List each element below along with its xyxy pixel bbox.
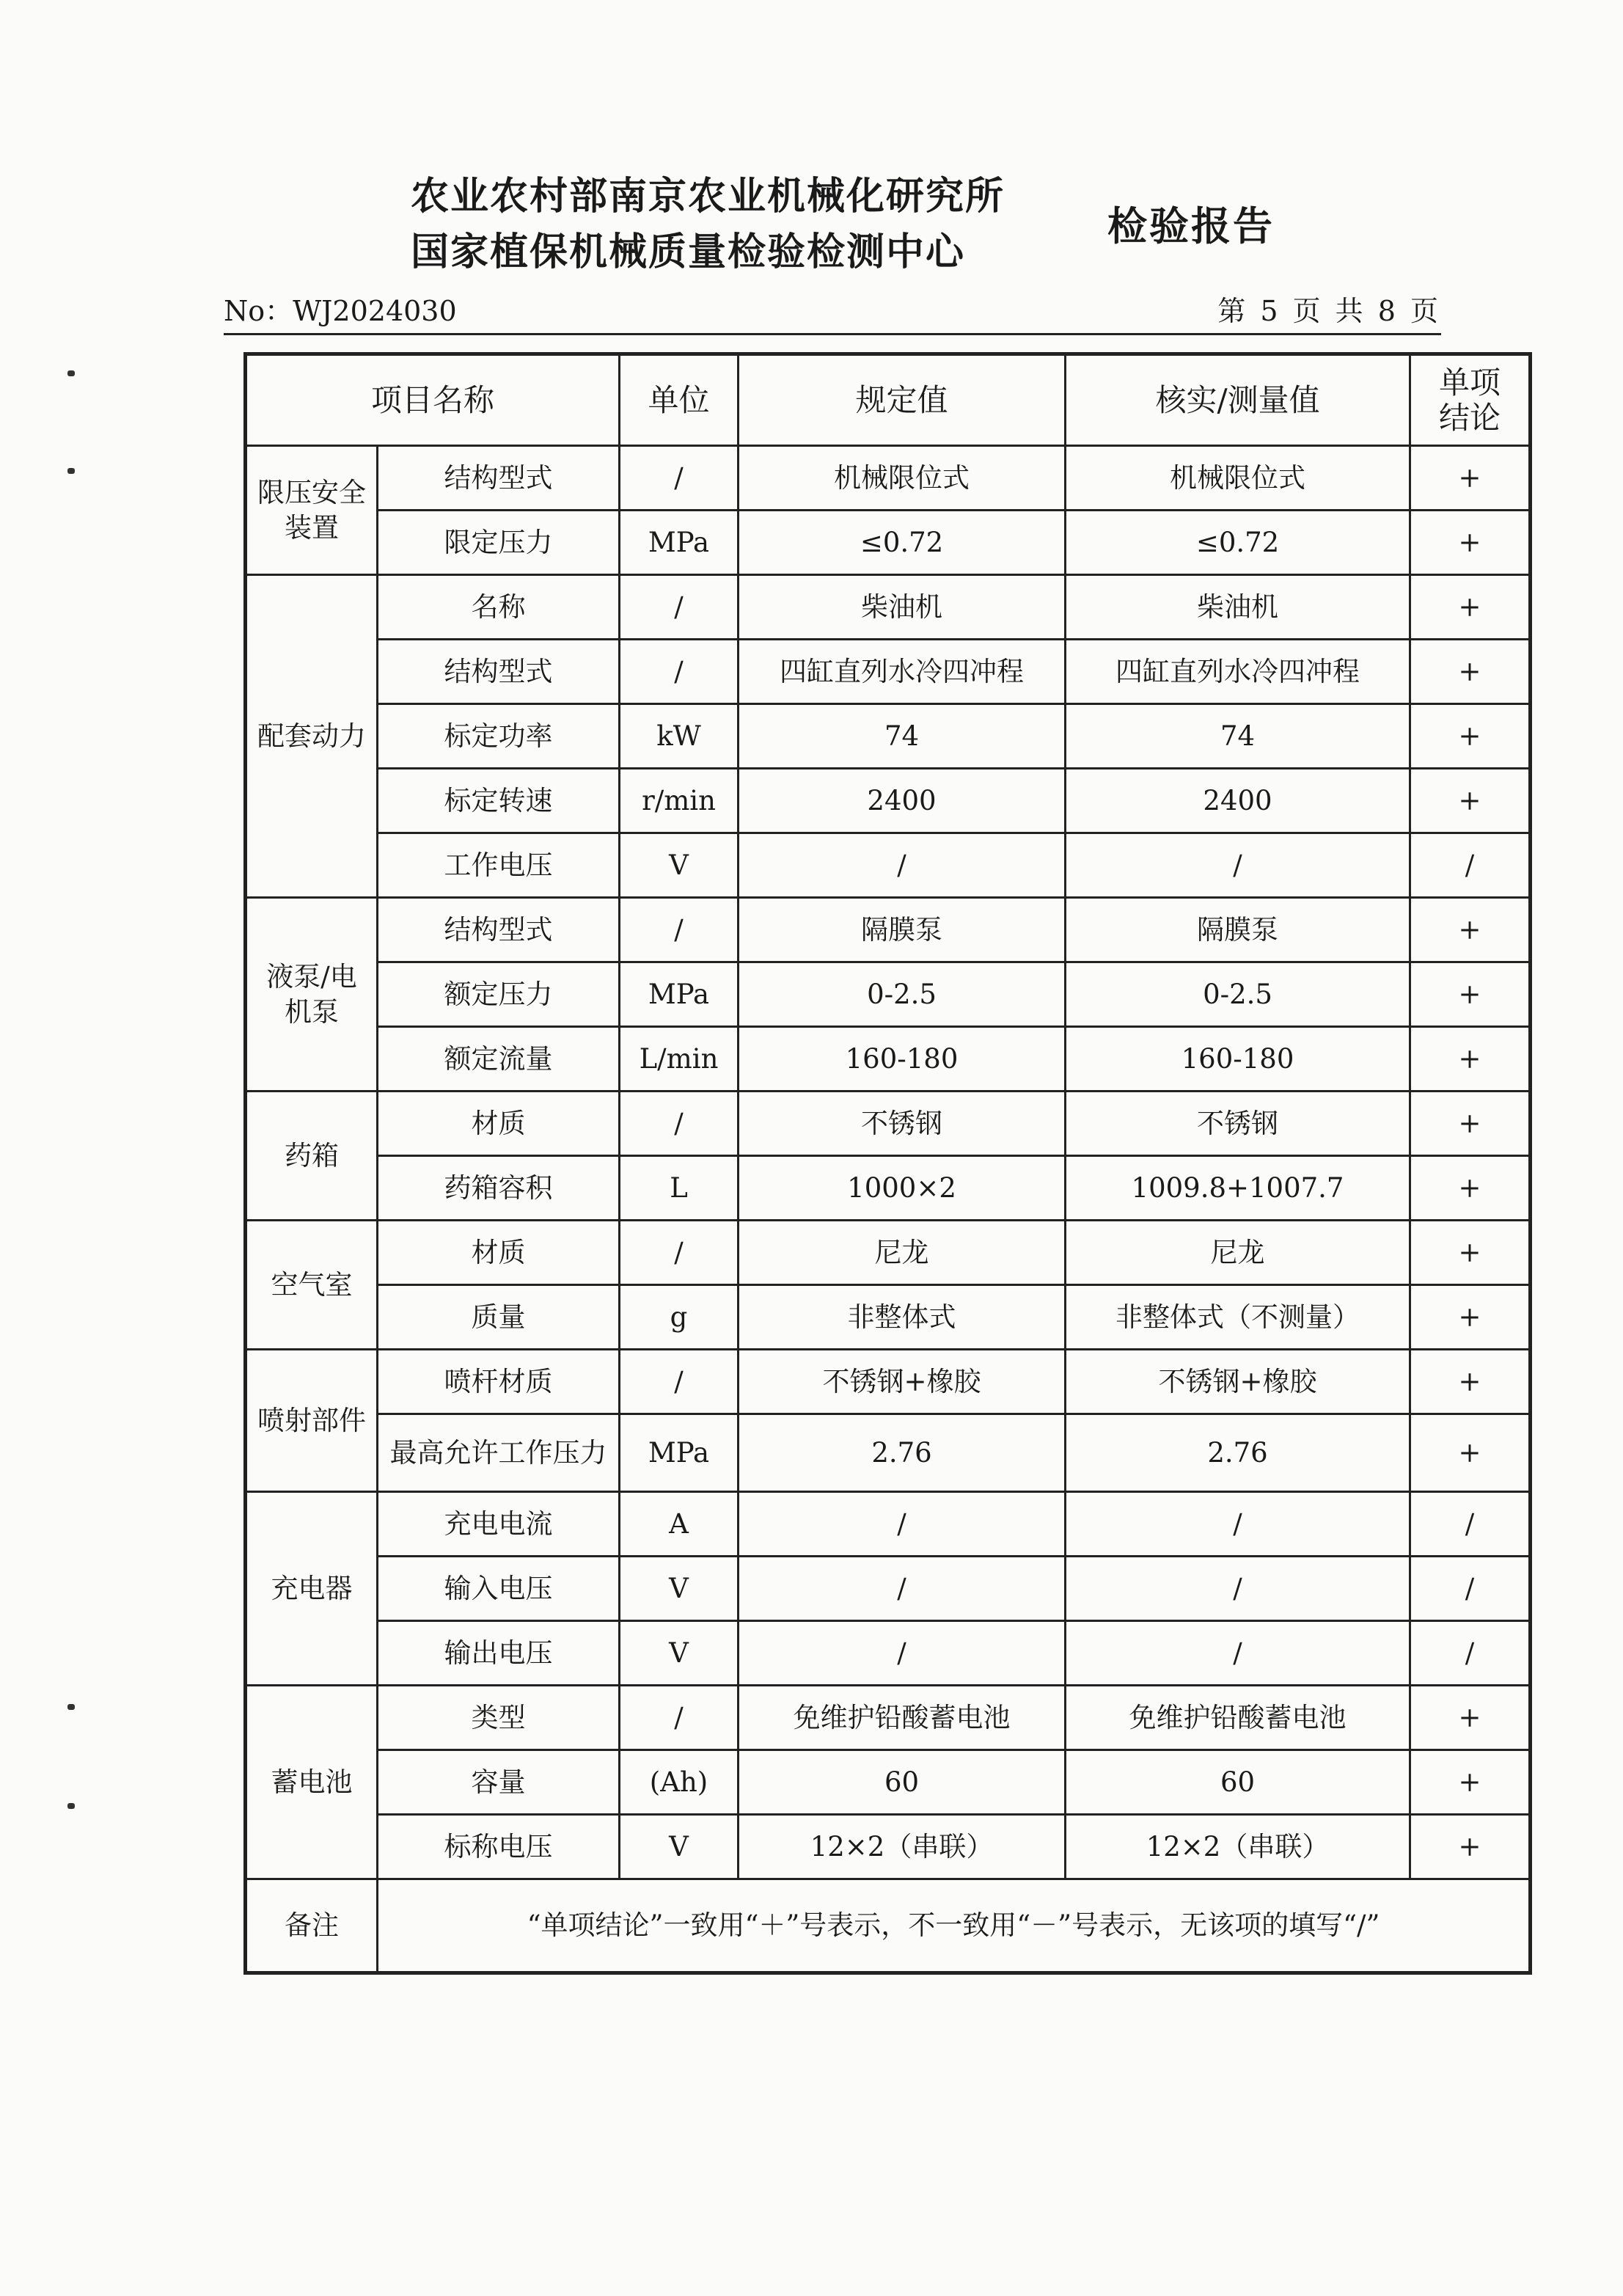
spec-cell: 免维护铅酸蓄电池 (739, 1686, 1066, 1750)
table-row (246, 575, 1531, 640)
unit-cell: A (620, 1492, 739, 1557)
unit-cell: / (620, 1092, 739, 1156)
spec-cell: 1000×2 (739, 1156, 1066, 1221)
result-cell: / (1410, 1557, 1531, 1621)
result-cell: + (1410, 1221, 1531, 1285)
spec-cell: 2.76 (739, 1414, 1066, 1492)
table-row (246, 704, 1531, 769)
report-number: No：WJ2024030 (224, 295, 457, 327)
result-cell: / (1410, 1492, 1531, 1557)
item-cell: 质量 (378, 1285, 620, 1350)
unit-cell: V (620, 1557, 739, 1621)
measured-cell: 2.76 (1066, 1414, 1410, 1492)
unit-cell: V (620, 1815, 739, 1879)
table-row (246, 1557, 1531, 1621)
unit-cell: kW (620, 704, 739, 769)
item-cell: 额定压力 (378, 962, 620, 1027)
spec-cell: / (739, 1557, 1066, 1621)
table-row (246, 1815, 1531, 1879)
note-row (246, 1879, 1531, 1973)
header-measured: 核实/测量值 (1066, 354, 1410, 446)
note-label: 备注 (246, 1879, 378, 1973)
unit-cell: L (620, 1156, 739, 1221)
spec-cell: 74 (739, 704, 1066, 769)
spec-cell: 不锈钢+橡胶 (739, 1350, 1066, 1414)
table-row (246, 1221, 1531, 1285)
item-cell: 材质 (378, 1092, 620, 1156)
result-cell: + (1410, 962, 1531, 1027)
unit-cell: V (620, 833, 739, 898)
item-cell: 名称 (378, 575, 620, 640)
org-line-2: 国家植保机械质量检验检测中心 (411, 230, 966, 274)
table-row (246, 1750, 1531, 1815)
item-cell: 标称电压 (378, 1815, 620, 1879)
table-row (246, 1027, 1531, 1092)
result-cell: + (1410, 1750, 1531, 1815)
unit-cell: / (620, 1686, 739, 1750)
unit-cell: / (620, 1221, 739, 1285)
unit-cell: / (620, 640, 739, 704)
item-cell: 结构型式 (378, 446, 620, 511)
spec-cell: 不锈钢 (739, 1092, 1066, 1156)
table-row (246, 1285, 1531, 1350)
unit-cell: V (620, 1621, 739, 1686)
spec-cell: / (739, 1621, 1066, 1686)
table-row (246, 1414, 1531, 1492)
item-cell: 结构型式 (378, 640, 620, 704)
header-item: 项目名称 (246, 354, 620, 446)
measured-cell: 74 (1066, 704, 1410, 769)
result-cell: / (1410, 833, 1531, 898)
measured-cell: / (1066, 1557, 1410, 1621)
table-row (246, 1350, 1531, 1414)
category-cell: 液泵/电机泵 (246, 898, 378, 1092)
unit-cell: g (620, 1285, 739, 1350)
result-cell: + (1410, 704, 1531, 769)
scan-speck (67, 1704, 75, 1710)
item-cell: 喷杆材质 (378, 1350, 620, 1414)
table-row (246, 769, 1531, 833)
spec-cell: ≤0.72 (739, 511, 1066, 575)
unit-cell: MPa (620, 1414, 739, 1492)
scan-speck (67, 468, 75, 474)
result-cell: + (1410, 1414, 1531, 1492)
table-row (246, 1621, 1531, 1686)
unit-cell: / (620, 575, 739, 640)
item-cell: 药箱容积 (378, 1156, 620, 1221)
spec-cell: 机械限位式 (739, 446, 1066, 511)
item-cell: 额定流量 (378, 1027, 620, 1092)
result-cell: + (1410, 1686, 1531, 1750)
category-cell: 蓄电池 (246, 1686, 378, 1879)
item-cell: 标定转速 (378, 769, 620, 833)
category-cell: 配套动力 (246, 575, 378, 898)
scan-speck (67, 370, 75, 376)
result-cell: + (1410, 1350, 1531, 1414)
category-cell: 喷射部件 (246, 1350, 378, 1492)
measured-cell: 四缸直列水冷四冲程 (1066, 640, 1410, 704)
table-row (246, 833, 1531, 898)
category-cell: 药箱 (246, 1092, 378, 1221)
header-result: 单项结论 (1410, 354, 1531, 446)
unit-cell: MPa (620, 962, 739, 1027)
unit-cell: (Ah) (620, 1750, 739, 1815)
measured-cell: 2400 (1066, 769, 1410, 833)
table-row (246, 1492, 1531, 1557)
item-cell: 充电电流 (378, 1492, 620, 1557)
table-row (246, 1092, 1531, 1156)
unit-cell: / (620, 1350, 739, 1414)
header-spec: 规定值 (739, 354, 1066, 446)
report-header (411, 169, 1291, 279)
measured-cell: 不锈钢 (1066, 1092, 1410, 1156)
spec-cell: / (739, 833, 1066, 898)
page-indicator: 第 5 页 共 8 页 (1217, 295, 1441, 327)
result-cell: + (1410, 898, 1531, 962)
scan-speck (67, 1803, 75, 1809)
item-cell: 工作电压 (378, 833, 620, 898)
note-text: “单项结论”一致用“＋”号表示，不一致用“－”号表示，无该项的填写“/” (378, 1879, 1531, 1973)
result-cell: / (1410, 1621, 1531, 1686)
measured-cell: 免维护铅酸蓄电池 (1066, 1686, 1410, 1750)
result-cell: + (1410, 511, 1531, 575)
result-cell: + (1410, 769, 1531, 833)
item-cell: 输出电压 (378, 1621, 620, 1686)
table-row (246, 1686, 1531, 1750)
measured-cell: / (1066, 1621, 1410, 1686)
unit-cell: / (620, 898, 739, 962)
measured-cell: 尼龙 (1066, 1221, 1410, 1285)
measured-cell: / (1066, 833, 1410, 898)
category-cell: 充电器 (246, 1492, 378, 1686)
measured-cell: 不锈钢+橡胶 (1066, 1350, 1410, 1414)
table-row (246, 962, 1531, 1027)
measured-cell: 机械限位式 (1066, 446, 1410, 511)
item-cell: 最高允许工作压力 (378, 1414, 620, 1492)
category-cell: 限压安全装置 (246, 446, 378, 575)
measured-cell: 12×2（串联） (1066, 1815, 1410, 1879)
spec-cell: 0-2.5 (739, 962, 1066, 1027)
spec-cell: 非整体式 (739, 1285, 1066, 1350)
item-cell: 限定压力 (378, 511, 620, 575)
spec-cell: 2400 (739, 769, 1066, 833)
unit-cell: MPa (620, 511, 739, 575)
spec-cell: 四缸直列水冷四冲程 (739, 640, 1066, 704)
item-cell: 结构型式 (378, 898, 620, 962)
inspection-table (243, 352, 1532, 1975)
spec-cell: 160-180 (739, 1027, 1066, 1092)
item-cell: 容量 (378, 1750, 620, 1815)
result-cell: + (1410, 1092, 1531, 1156)
item-cell: 输入电压 (378, 1557, 620, 1621)
unit-cell: r/min (620, 769, 739, 833)
table-row (246, 446, 1531, 511)
table-row (246, 1156, 1531, 1221)
item-cell: 类型 (378, 1686, 620, 1750)
result-cell: + (1410, 1156, 1531, 1221)
measured-cell: ≤0.72 (1066, 511, 1410, 575)
result-cell: + (1410, 575, 1531, 640)
spec-cell: 隔膜泵 (739, 898, 1066, 962)
result-cell: + (1410, 446, 1531, 511)
result-cell: + (1410, 1815, 1531, 1879)
spec-cell: 柴油机 (739, 575, 1066, 640)
result-cell: + (1410, 1027, 1531, 1092)
measured-cell: 60 (1066, 1750, 1410, 1815)
unit-cell: / (620, 446, 739, 511)
result-cell: + (1410, 1285, 1531, 1350)
unit-cell: L/min (620, 1027, 739, 1092)
header-unit: 单位 (620, 354, 739, 446)
organization-name (411, 169, 1005, 280)
spec-cell: 尼龙 (739, 1221, 1066, 1285)
table-header-row (246, 354, 1531, 446)
measured-cell: / (1066, 1492, 1410, 1557)
table-row (246, 640, 1531, 704)
measured-cell: 柴油机 (1066, 575, 1410, 640)
result-cell: + (1410, 640, 1531, 704)
measured-cell: 隔膜泵 (1066, 898, 1410, 962)
table-row (246, 898, 1531, 962)
spec-cell: / (739, 1492, 1066, 1557)
item-cell: 标定功率 (378, 704, 620, 769)
spec-cell: 60 (739, 1750, 1066, 1815)
org-line-1: 农业农村部南京农业机械化研究所 (411, 175, 1005, 219)
report-meta (224, 292, 1441, 335)
measured-cell: 0-2.5 (1066, 962, 1410, 1027)
measured-cell: 非整体式（不测量） (1066, 1285, 1410, 1350)
measured-cell: 1009.8+1007.7 (1066, 1156, 1410, 1221)
report-title: 检验报告 (1107, 203, 1275, 249)
spec-cell: 12×2（串联） (739, 1815, 1066, 1879)
table-row (246, 511, 1531, 575)
item-cell: 材质 (378, 1221, 620, 1285)
category-cell: 空气室 (246, 1221, 378, 1350)
measured-cell: 160-180 (1066, 1027, 1410, 1092)
